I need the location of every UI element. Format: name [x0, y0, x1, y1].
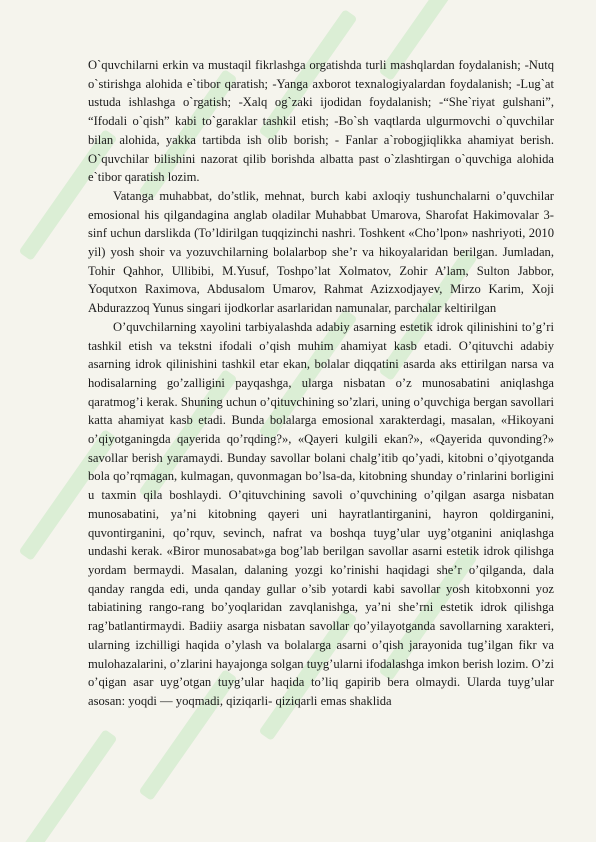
- document-body: [88, 56, 554, 711]
- paragraph-1: O`quvchilarni erkin va mustaqil fikrlashga orgatishda turli mashqlardan foydalanish; -Nutq o`stirishga alohida e`tibor qaratish; -Yanga axborot texnalogiyalardan foydalanish; -Lug`at ustuda ishlashga o`rgatish; -Xalq og`zaki ijodidan foydalanish; -“She`riyat gulshani”, “Ifodali o`qish” kabi to`garaklar tashkil etish; -Bo`sh vaqtlarda ulgurmovchi o`quvchilar bilan alohida, yakka tartibda ish olib borish; - Fanlar a`robogjiqlikka ahamiyat berish. O`quvchilar bilishini nazorat qilib borishda albatta past o`zlashtirgan o`quvchiga alohida e`tibor qaratish lozim.: [88, 58, 554, 185]
- paragraph-2: Vatanga muhabbat, do’stlik, mehnat, burch kabi axloqiy tushunchalarni o’quvchilar emosional his qilgandagina anglab oladilar Muhabbat Umarova, Sharofat Hakimovalar 3-sinf uchun darslikda (To’ldirilgan tuqqizinchi nashri. Toshkent «Cho’lpon» nashriyoti, 2010 yil) yosh shoir va yozuvchilarning bolalarbop she’r va hikoyalaridan berilgan. Jumladan, Tohir Qahhor, Ullibibi, M.Yusuf, Toshpo’lat Xolmatov, Zohir A’lam, Sulton Jabbor, Yoqutxon Raximova, Abdusalom Umarov, Rahmat Azizxodjayev, Mirzo Karim, Xoji Abdurazzoq Yunus singari ijodkorlar asarlaridan namunalar, parchalar keltirilgan: [88, 188, 554, 316]
- watermark-stripe: [18, 729, 117, 842]
- paragraph-3: O’quvchilarning xayolini tarbiyalashda adabiy asarning estetik idrok qilinishini to’g’ri tashkil etish va tekstni ifodali o’qish muhim ahamiyat kasb etadi. O’qituvchi adabiy asarning idrok qilinishini tashkil etar ekan, bolalar diqqatini asarda aks ettirilgan narsa va hodisalarning go’zalligini payqashga, ularga nisbatan o’z munosabatini aniqlashga qaratmog’i kerak. Shuning uchun o’qituvchining so’zlari, uning o’quvchiga bergan savollari katta ahamiyat kasb etadi. Bunda bolalarga emosional xarakterdagi, masalan, «Hikoyani o’qiyotganingda qayerida qo’rqding?», «Qayeri kulgili ekan?», «Qayerida quvonding?» savollar berish yaramaydi. Bunday savollar bolani chalg’itib qo’yadi, kitobni o’qiyotganda bola qo’rqmagan, kulmagan, quvonmagan bo’lsa-da, kitobning shunday o’rinlarini borligini u taxmin qila boshlaydi. O’qituvchining savoli o’quvchining o’qilgan asarga nisbatan munosabatini, ya’ni kitobning qayeri uni hayratlantirganini, hayron qoldirganini, quvontirganini, qo’rquv, sevinch, nafrat va boshqa tuyg’ular uyg’otganini aniqlashga undashi kerak. «Biror munosabat»ga bog’lab berilgan savollar asarni estetik idrok qilishga yordam bermaydi. Masalan, dalaning yozgi ko’rinishi haqidagi she’r o’qilganda, dala qanday rangda edi, unda qanday gullar o’sib yotardi kabi savollar yosh kitobxonni yoz tabiatining rango-rang bo’yoqlaridan zavqlanishga, ya’ni she’rni estetik idrok qilishga rag’batlantirmaydi. Badiiy asarga nisbatan savollar qo’yilayotganda savollarning xarakteri, ularning izchilligi haqida o’ylash va bolalarga asarni o’qish jarayonida tug’ilgan fikr va mulohazalarini, o’zlarini hayajonga solgan tuyg’ularni ifodalashga imkon berish lozim. O’zi o’qigan asar uyg’otgan tuyg’ular haqida to’liq gapirib bera olmaydi. Ularda tuyg’ular asosan: yoqdi — yoqmadi, qiziqarli- qiziqarli emas shaklida: [88, 319, 554, 708]
